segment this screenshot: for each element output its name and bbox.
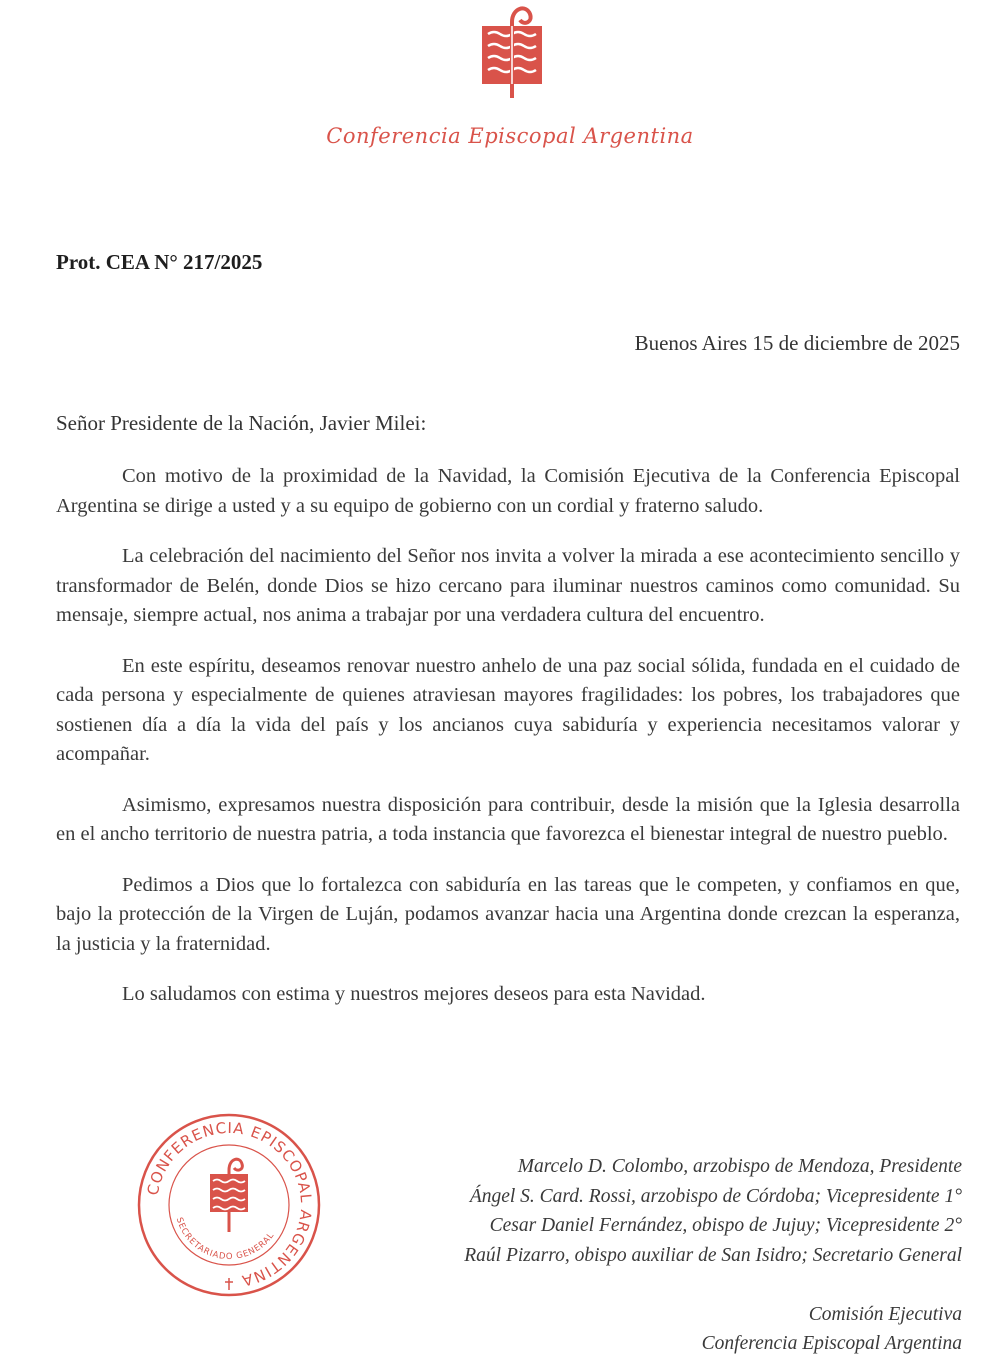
logo-caption: Conferencia Episcopal Argentina xyxy=(326,124,694,148)
committee-signature xyxy=(702,1300,962,1358)
committee-line-2: Conferencia Episcopal Argentina xyxy=(701,1333,962,1354)
paragraph: Asimismo, expresamos nuestra disposición para contribuir, desde la misión que la Iglesia desarrolla en el ancho territorio de nuestra patria, a toda instancia que favorezca el bienestar integral de nuestro pueblo. xyxy=(56,793,960,845)
salutation: Señor Presidente de la Nación, Javier Milei: xyxy=(56,411,427,435)
protocol-number: Prot. CEA N° 217/2025 xyxy=(56,250,263,274)
signatories xyxy=(464,1152,962,1270)
seal-outer-text: CONFERENCIA EPISCOPAL ARGENTINA xyxy=(143,1118,316,1290)
signatory-secretary: Raúl Pizarro, obispo auxiliar de San Isidro; Secretario General xyxy=(464,1244,962,1266)
letter-date: Buenos Aires 15 de diciembre de 2025 xyxy=(634,331,960,355)
crozier-emblem-icon xyxy=(470,0,554,104)
seal-inner-text: SECRETARIADO GENERAL xyxy=(173,1216,277,1263)
episcopal-seal-icon xyxy=(136,1112,322,1298)
paragraph: Con motivo de la proximidad de la Navidad, la Comisión Ejecutiva de la Conferencia Episcopal Argentina se dirige a usted y a su equipo de gobierno con un cordial y fraterno saludo. xyxy=(56,465,960,517)
committee-line-1: Comisión Ejecutiva xyxy=(808,1304,962,1325)
paragraph: En este espíritu, deseamos renovar nuestro anhelo de una paz social sólida, fundada en el cuidado de cada persona y especialmente de quienes atraviesan mayores fragilidades: los pobres, los trabajadores que sostienen día a día la vida del país y los ancianos cuya sabiduría y experiencia necesitamos valorar y acompañar. xyxy=(56,654,960,765)
signatory-vicepresident-1: Ángel S. Card. Rossi, arzobispo de Córdoba; Vicepresidente 1° xyxy=(469,1185,962,1207)
letter-body xyxy=(56,462,960,1031)
closing-paragraph: Lo saludamos con estima y nuestros mejores deseos para esta Navidad. xyxy=(122,983,706,1005)
signatory-vicepresident-2: Cesar Daniel Fernández, obispo de Jujuy; Vicepresidente 2° xyxy=(489,1215,962,1236)
signatory-president: Marcelo D. Colombo, arzobispo de Mendoza, Presidente xyxy=(517,1156,962,1177)
paragraph: La celebración del nacimiento del Señor nos invita a volver la mirada a ese acontecimiento sencillo y transformador de Belén, donde Dios se hizo cercano para iluminar nuestros caminos como comunidad. Su mensaje, siempre actual, nos anima a trabajar por una verdadera cultura del encuentro. xyxy=(56,545,960,626)
paragraph: Pedimos a Dios que lo fortalezca con sabiduría en las tareas que le competen, y confiamos en que, bajo la protección de la Virgen de Luján, podamos avanzar hacia una Argentina donde crezcan la esperanza, la justicia y la fraternidad. xyxy=(56,873,960,955)
